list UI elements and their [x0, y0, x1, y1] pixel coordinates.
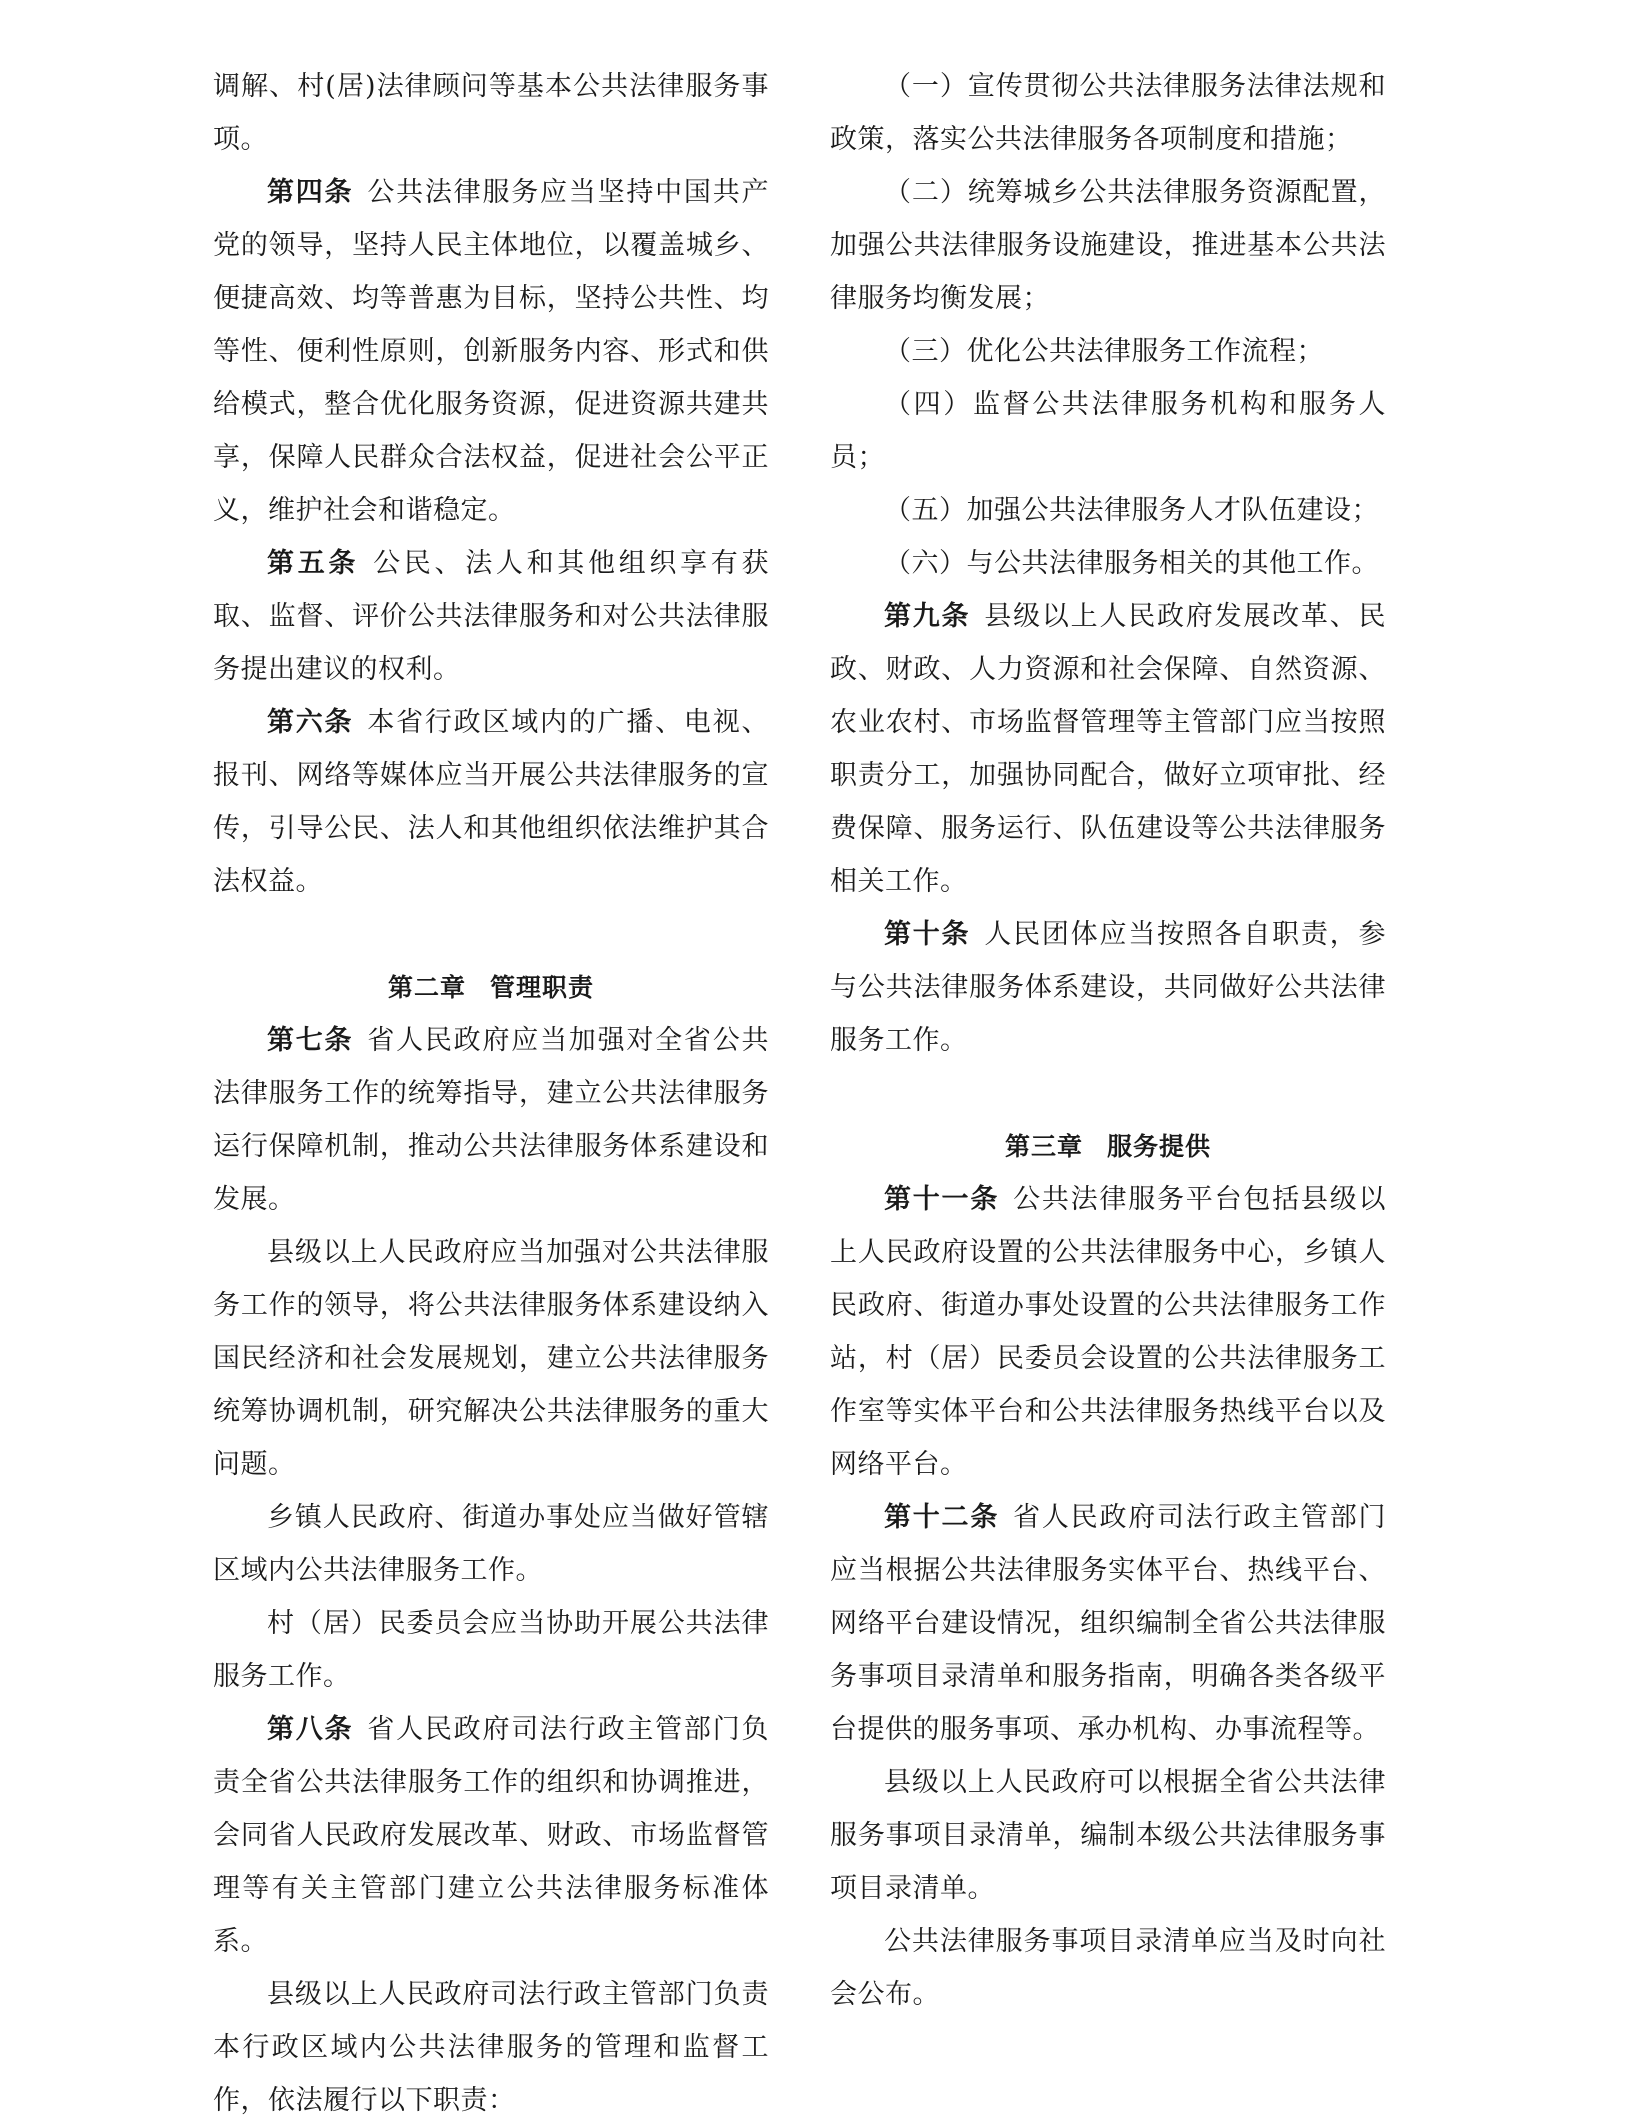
article-label: 第七条	[267, 1025, 354, 1056]
article-text: 省人民政府应当加强对全省公共法律服务工作的统筹指导，建立公共法律服务运行保障机制，推动公共法律服务体系建设和发展。	[213, 1025, 769, 1215]
chapter-number: 第二章	[387, 973, 466, 1002]
list-item: （六）与公共法律服务相关的其他工作。	[884, 548, 1379, 579]
paragraph: 县级以上人民政府应当加强对公共法律服务工作的领导，将公共法律服务体系建设纳入国民经济和社会发展规划，建立公共法律服务统筹协调机制，研究解决公共法律服务的重大问题。	[213, 1237, 769, 1480]
article-text: 县级以上人民政府发展改革、民政、财政、人力资源和社会保障、自然资源、农业农村、市场监督管理等主管部门应当按照职责分工，加强协同配合，做好立项审批、经费保障、服务运行、队伍建设等公共法律服务相关工作。	[830, 601, 1386, 897]
left-column	[213, 60, 769, 2127]
paragraph-continued: 调解、村(居)法律顾问等基本公共法律服务事项。	[213, 71, 769, 155]
article-text: 省人民政府司法行政主管部门负责全省公共法律服务工作的组织和协调推进，会同省人民政府发展改革、财政、市场监督管理等有关主管部门建立公共法律服务标准体系。	[213, 1714, 769, 1957]
chapter-title: 管理职责	[490, 973, 595, 1002]
paragraph: 乡镇人民政府、街道办事处应当做好管辖区域内公共法律服务工作。	[213, 1502, 769, 1586]
article-9	[830, 590, 1386, 908]
list-item: （三）优化公共法律服务工作流程；	[884, 336, 1324, 367]
article-text: 公民、法人和其他组织享有获取、监督、评价公共法律服务和对公共法律服务提出建议的权利。	[213, 548, 770, 685]
article-4	[213, 166, 769, 537]
list-item: （二）统筹城乡公共法律服务资源配置，加强公共法律服务设施建设，推进基本公共法律服务均衡发展；	[830, 177, 1386, 314]
article-label: 第四条	[267, 177, 354, 208]
chapter-number: 第三章	[1004, 1132, 1083, 1161]
chapter-title: 服务提供	[1107, 1132, 1212, 1161]
article-text: 公共法律服务应当坚持中国共产党的领导，坚持人民主体地位，以覆盖城乡、便捷高效、均等普惠为目标，坚持公共性、均等性、便利性原则，创新服务内容、形式和供给模式，整合优化服务资源，促进资源共建共享，保障人民群众合法权益，促进社会公平正义，维护社会和谐稳定。	[213, 177, 769, 526]
chapter-heading-3	[830, 1120, 1386, 1173]
chapter-heading-2	[213, 961, 769, 1014]
article-label: 第六条	[267, 707, 354, 738]
section-spacer	[213, 908, 769, 961]
article-8	[213, 1703, 769, 1968]
section-spacer	[830, 1067, 1386, 1120]
article-11	[830, 1173, 1386, 1491]
article-label: 第十一条	[884, 1184, 1000, 1215]
paragraph: 公共法律服务事项目录清单应当及时向社会公布。	[830, 1926, 1386, 2010]
right-column	[830, 60, 1386, 2021]
article-label: 第九条	[884, 601, 971, 632]
article-text: 本省行政区域内的广播、电视、报刊、网络等媒体应当开展公共法律服务的宣传，引导公民、法人和其他组织依法维护其合法权益。	[213, 707, 769, 897]
article-text: 公共法律服务平台包括县级以上人民政府设置的公共法律服务中心，乡镇人民政府、街道办事处设置的公共法律服务工作站，村（居）民委员会设置的公共法律服务工作室等实体平台和公共法律服务热线平台以及网络平台。	[830, 1184, 1386, 1480]
article-text: 人民团体应当按照各自职责，参与公共法律服务体系建设，共同做好公共法律服务工作。	[830, 919, 1386, 1056]
article-12	[830, 1491, 1386, 1756]
article-label: 第八条	[267, 1714, 354, 1745]
article-6	[213, 696, 769, 908]
article-10	[830, 908, 1386, 1067]
article-text: 省人民政府司法行政主管部门应当根据公共法律服务实体平台、热线平台、网络平台建设情况，组织编制全省公共法律服务事项目录清单和服务指南，明确各类各级平台提供的服务事项、承办机构、办事流程等。	[830, 1502, 1386, 1745]
list-item: （五）加强公共法律服务人才队伍建设；	[884, 495, 1379, 526]
article-7	[213, 1014, 769, 1226]
paragraph: 村（居）民委员会应当协助开展公共法律服务工作。	[213, 1608, 769, 1692]
article-label: 第十二条	[884, 1502, 1000, 1533]
paragraph: 县级以上人民政府可以根据全省公共法律服务事项目录清单，编制本级公共法律服务事项目录清单。	[830, 1767, 1386, 1904]
article-label: 第十条	[884, 919, 971, 950]
paragraph: 县级以上人民政府司法行政主管部门负责本行政区域内公共法律服务的管理和监督工作，依法履行以下职责：	[213, 1979, 769, 2116]
article-label: 第五条	[267, 548, 360, 579]
article-5	[213, 537, 769, 696]
list-item: （四）监督公共法律服务机构和服务人员；	[830, 389, 1386, 473]
list-item: （一）宣传贯彻公共法律服务法律法规和政策，落实公共法律服务各项制度和措施；	[830, 71, 1386, 155]
